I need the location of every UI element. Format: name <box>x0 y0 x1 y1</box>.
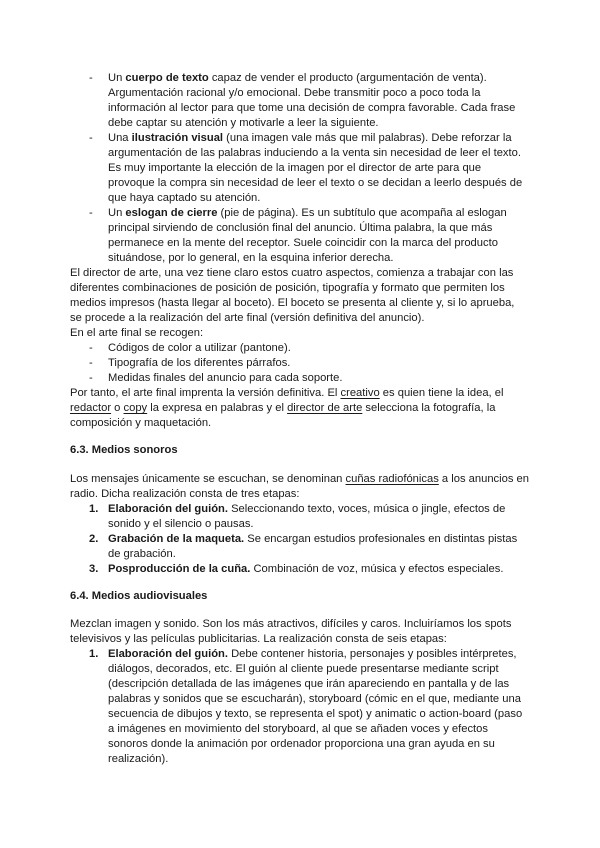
list-item-line: diálogos, decorados, etc. El guión al cliente puede presentarse mediante script <box>108 663 499 675</box>
list-number: 3. <box>89 563 99 575</box>
list-item-line: palabras y sonidos que se escucharán), storyboard (cómic en el que, mediante una <box>108 693 521 705</box>
paragraph-line: televisivos y las películas publicitarias. La realización consta de seis etapas: <box>70 633 447 645</box>
bullet-text-line: situándose, por lo general, en la esquina inferior derecha. <box>108 252 394 264</box>
bullet-text-line: permanece en la mente del receptor. Suele coincidir con la marca del producto <box>108 237 498 249</box>
paragraph-line: medios impresos (hasta llegar al boceto). El boceto se presenta al cliente y, si lo aprueba, <box>70 297 515 309</box>
term-cunas-radiofonicas: cuñas radiofónicas <box>345 473 439 485</box>
term-copy: copy <box>123 402 148 414</box>
bullet-text-line: Argumentación racional y/o emocional. Debe transmitir poco a poco toda la <box>108 87 481 99</box>
list-item-line: (descripción detallada de las imágenes que irán apareciendo en pantalla y de las <box>108 678 510 690</box>
bullet-marker: - <box>89 372 93 384</box>
list-item-line: realización). <box>108 753 169 765</box>
paragraph-line: redactor o copy la expresa en palabras y el director de arte selecciona la fotografía, la <box>70 402 496 414</box>
list-item: Elaboración del guión. Debe contener historia, personajes y posibles intérpretes, <box>108 648 517 660</box>
list-item-line: secuencia de dibujos y texto, se representa el spot) y animatic o action-board (paso <box>108 708 523 720</box>
paragraph-line: Los mensajes únicamente se escuchan, se denominan cuñas radiofónicas a los anuncios en <box>70 473 529 485</box>
bullet-marker: - <box>89 342 93 354</box>
bullet-marker: - <box>89 72 93 84</box>
bullet-text-line: principal sirviendo de conclusión final del anuncio. Última palabra, la que más <box>108 222 493 234</box>
list-number: 2. <box>89 533 99 545</box>
paragraph-line: se procede a la realización del arte final (versión definitiva del anuncio). <box>70 312 425 324</box>
section-heading: 6.4. Medios audiovisuales <box>70 590 208 602</box>
bullet-text-line: que haya captado su atención. <box>108 192 261 204</box>
bullet-item: Un cuerpo de texto capaz de vender el producto (argumentación de venta). <box>108 72 487 84</box>
term-redactor: redactor <box>70 402 112 414</box>
bullet-item: Un eslogan de cierre (pie de página). Es un subtítulo que acompaña al eslogan <box>108 207 507 219</box>
bullet-item: Una ilustración visual (una imagen vale más que mil palabras). Debe reforzar la <box>108 132 512 144</box>
paragraph-line: En el arte final se recogen: <box>70 327 204 339</box>
term-director-de-arte: director de arte <box>287 402 363 414</box>
bullet-item: Códigos de color a utilizar (pantone). <box>108 342 291 354</box>
list-item: Grabación de la maqueta. Se encargan estudios profesionales en distintas pistas <box>108 533 518 545</box>
list-item: Elaboración del guión. Seleccionando texto, voces, música o jingle, efectos de <box>108 503 506 515</box>
paragraph-line: Por tanto, el arte final imprenta la versión definitiva. El creativo es quien tiene la idea, el <box>70 387 504 399</box>
paragraph-line: radio. Dicha realización consta de tres etapas: <box>70 488 300 500</box>
bullet-marker: - <box>89 207 93 219</box>
bullet-text-line: información al lector para que tome una decisión de compra favorable. Cada frase <box>108 102 516 114</box>
paragraph-line: diferentes combinaciones de posición de posición, tipografía y formato que permiten los <box>70 282 505 294</box>
bullet-marker: - <box>89 357 93 369</box>
list-item-line: sonoros donde la animación por ordenador proporciona una gran ayuda en su <box>108 738 495 750</box>
paragraph-line: Mezclan imagen y sonido. Son los más atractivos, difíciles y caros. Incluiríamos los spots <box>70 618 512 630</box>
paragraph-line: El director de arte, una vez tiene claro estos cuatro aspectos, comienza a trabajar con las <box>70 267 514 279</box>
list-item-line: de grabación. <box>108 548 176 560</box>
bullet-text-line: Es muy importante la elección de la imagen por el director de arte para que <box>108 162 482 174</box>
section-heading: 6.3. Medios sonoros <box>70 444 178 456</box>
paragraph-line: composición y maquetación. <box>70 417 212 429</box>
bullet-text-line: argumentación de las palabras induciendo a la venta sin necesidad de leer el texto. <box>108 147 521 159</box>
bullet-text-line: debe captar su atención y motivarle a leer la siguiente. <box>108 117 379 129</box>
list-item-line: a imágenes en movimiento del storyboard, al que se añaden voces y efectos <box>108 723 488 735</box>
bullet-item: Tipografía de los diferentes párrafos. <box>108 357 291 369</box>
list-number: 1. <box>89 503 99 515</box>
term-creativo: creativo <box>340 387 380 399</box>
bullet-text-line: provoque la compra sin necesidad de leer el texto o se decidan a leerlo después de <box>108 177 523 189</box>
bullet-item: Medidas finales del anuncio para cada soporte. <box>108 372 343 384</box>
list-item: Posproducción de la cuña. Combinación de voz, música y efectos especiales. <box>108 563 504 575</box>
bullet-marker: - <box>89 132 93 144</box>
list-item-line: sonido y el silencio o pausas. <box>108 518 254 530</box>
list-number: 1. <box>89 648 99 660</box>
